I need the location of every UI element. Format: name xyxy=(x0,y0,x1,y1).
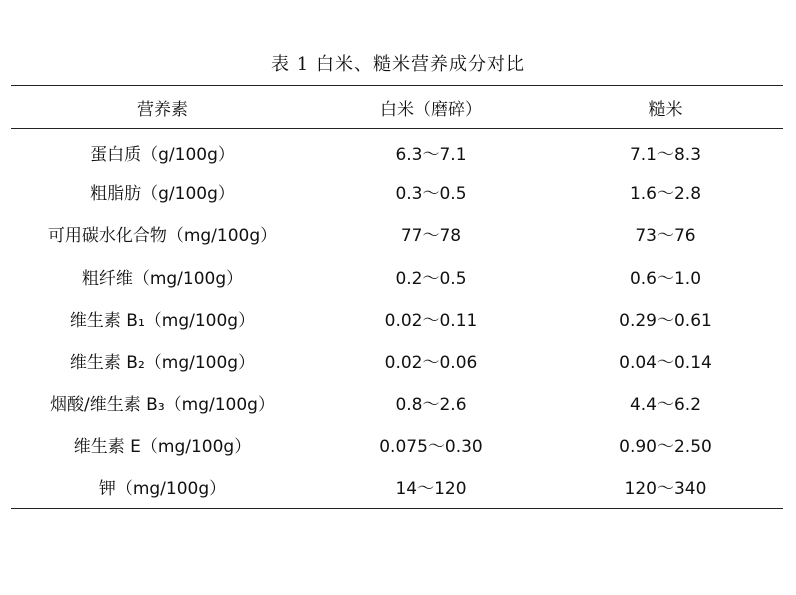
brown-rice-value: 0.29～0.61 xyxy=(619,310,712,331)
header-white-rice: 白米（磨碎） xyxy=(380,99,482,120)
nutrient-name: 可用碳水化合物（mg/100g） xyxy=(47,226,278,247)
nutrient-name: 粗脂肪（g/100g） xyxy=(90,184,235,205)
white-rice-value: 0.02～0.11 xyxy=(384,310,478,331)
nutrient-name: 维生素 E（mg/100g） xyxy=(73,437,252,458)
brown-rice-value: 0.90～2.50 xyxy=(619,437,712,458)
brown-rice-value: 7.1～8.3 xyxy=(629,145,702,166)
brown-rice-value: 0.6～1.0 xyxy=(629,268,702,289)
table-header-row xyxy=(11,86,783,129)
table-row xyxy=(11,339,783,381)
table-caption: 表 1 白米、糙米营养成分对比 xyxy=(271,54,525,75)
white-rice-value: 0.2～0.5 xyxy=(395,268,467,289)
table-row xyxy=(11,129,783,171)
nutrient-name: 烟酸/维生素 B₃（mg/100g） xyxy=(50,395,275,416)
table-row xyxy=(11,171,783,213)
table-row xyxy=(11,382,783,424)
white-rice-value: 77～78 xyxy=(400,226,462,247)
nutrient-name: 维生素 B₂（mg/100g） xyxy=(69,353,256,374)
white-rice-value: 14～120 xyxy=(395,479,467,500)
header-brown-rice: 糙米 xyxy=(648,99,683,120)
brown-rice-value: 0.04～0.14 xyxy=(619,353,712,374)
table-row xyxy=(11,213,783,255)
white-rice-value: 0.02～0.06 xyxy=(384,353,478,374)
brown-rice-value: 4.4～6.2 xyxy=(629,395,702,416)
white-rice-value: 0.3～0.5 xyxy=(395,184,467,205)
brown-rice-value: 120～340 xyxy=(624,479,707,500)
table-row xyxy=(11,297,783,339)
nutrient-name: 蛋白质（g/100g） xyxy=(90,145,235,166)
white-rice-value: 0.8～2.6 xyxy=(395,395,467,416)
brown-rice-value: 1.6～2.8 xyxy=(629,184,702,205)
white-rice-value: 0.075～0.30 xyxy=(379,437,483,458)
white-rice-value: 6.3～7.1 xyxy=(395,145,467,166)
header-nutrient: 营养素 xyxy=(137,99,188,120)
nutrient-name: 钾（mg/100g） xyxy=(98,479,227,500)
nutrient-name: 粗纤维（mg/100g） xyxy=(81,268,244,289)
nutrition-comparison-table xyxy=(11,85,783,509)
table-row xyxy=(11,255,783,297)
table-row xyxy=(11,466,783,508)
brown-rice-value: 73～76 xyxy=(635,226,696,247)
table-row xyxy=(11,424,783,466)
nutrient-name: 维生素 B₁（mg/100g） xyxy=(69,310,256,331)
